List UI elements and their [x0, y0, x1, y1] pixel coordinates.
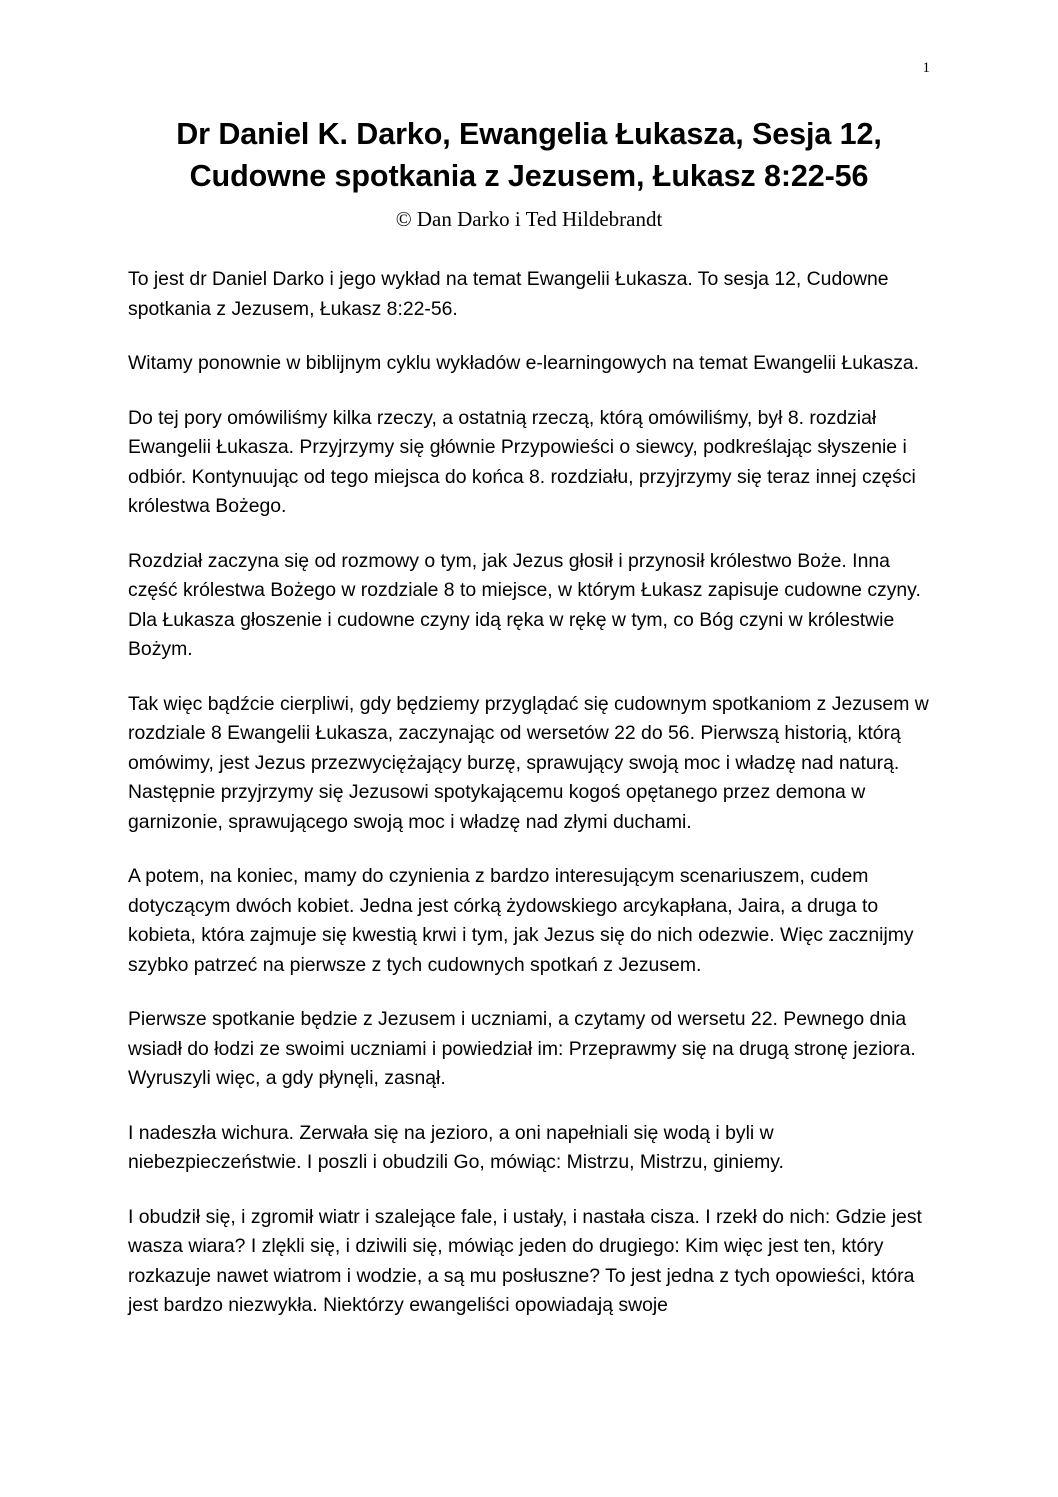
page-title: Dr Daniel K. Darko, Ewangelia Łukasza, Sesja 12, Cudowne spotkania z Jezusem, Łukasz 8:22-56 [176, 117, 882, 194]
document-body [128, 265, 930, 1320]
copyright-line: © Dan Darko i Ted Hildebrandt [395, 207, 663, 232]
paragraph: I obudził się, i zgromił wiatr i szalejące fale, i ustały, i nastała cisza. I rzekł do nich: Gdzie jest wasza wiara? I zlękli się, i dziwili się, mówiąc jeden do drugiego: Kim więc jest ten, który rozkazuje nawet wiatrom i wodzie, a są mu posłuszne? To jest jedna z tych opowieści, która jest bardzo niezwykła. Niektórzy ewangeliści opowiadają swoje [128, 1205, 922, 1317]
paragraph: Do tej pory omówiliśmy kilka rzeczy, a ostatnią rzeczą, którą omówiliśmy, był 8. rozdział Ewangelii Łukasza. Przyjrzymy się głównie Przypowieści o siewcy, podkreślając słyszenie i odbiór. Kontynuując od tego miejsca do końca 8. rozdziału, przyjrzymy się teraz innej części królestwa Bożego. [128, 406, 916, 518]
page-number: 1 [922, 60, 930, 76]
paragraph: To jest dr Daniel Darko i jego wykład na temat Ewangelii Łukasza. To sesja 12, Cudowne spotkania z Jezusem, Łukasz 8:22-56. [128, 268, 889, 320]
paragraph: Rozdział zaczyna się od rozmowy o tym, jak Jezus głosił i przynosił królestwo Boże. Inna część królestwa Bożego w rozdziale 8 to miejsce, w którym Łukasz zapisuje cudowne czyny. Dla Łukasza głoszenie i cudowne czyny idą ręka w rękę w tym, co Bóg czyni w królestwie Bożym. [128, 549, 921, 661]
paragraph: Tak więc bądźcie cierpliwi, gdy będziemy przyglądać się cudownym spotkaniom z Jezusem w rozdziale 8 Ewangelii Łukasza, zaczynając od wersetów 22 do 56. Pierwszą historią, którą omówimy, jest Jezus przezwyciężający burzę, sprawujący swoją moc i władzę nad naturą. Następnie przyjrzymy się Jezusowi spotykającemu kogoś opętanego przez demona w garnizonie, sprawującego swoją moc i władzę nad złymi duchami. [128, 692, 929, 833]
paragraph: Witamy ponownie w biblijnym cyklu wykładów e-learningowych na temat Ewangelii Łukasza. [128, 352, 920, 375]
paragraph: I nadeszła wichura. Zerwała się na jezioro, a oni napełniali się wodą i byli w niebezpieczeństwie. I poszli i obudzili Go, mówiąc: Mistrzu, Mistrzu, giniemy. [128, 1121, 784, 1174]
paragraph: A potem, na koniec, mamy do czynienia z bardzo interesującym scenariuszem, cudem dotyczącym dwóch kobiet. Jedna jest córką żydowskiego arcykapłana, Jaira, a druga to kobieta, która zajmuje się kwestią krwi i tym, jak Jezus się do nich odezwie. Więc zacznijmy szybko patrzeć na pierwsze z tych cudownych spotkań z Jezusem. [128, 865, 914, 976]
paragraph: Pierwsze spotkanie będzie z Jezusem i uczniami, a czytamy od wersetu 22. Pewnego dnia wsiadł do łodzi ze swoimi uczniami i powiedział im: Przeprawmy się na drugą stronę jeziora. Wyruszyli więc, a gdy płynęli, zasnął. [128, 1008, 916, 1090]
